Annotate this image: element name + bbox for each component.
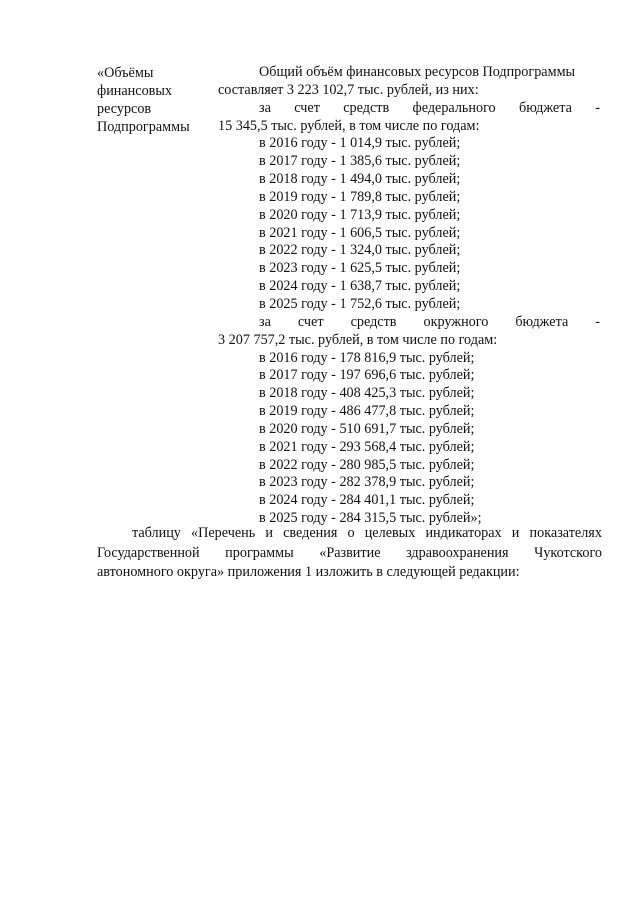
district-year-item: в 2024 году - 284 401,1 тыс. рублей; bbox=[259, 492, 475, 509]
paragraph-line-1 bbox=[97, 524, 602, 544]
resources-label-line: Подпрограммы bbox=[97, 119, 190, 135]
district-year-item: в 2017 году - 197 696,6 тыс. рублей; bbox=[259, 367, 475, 384]
district-year-item: в 2022 году - 280 985,5 тыс. рублей; bbox=[259, 456, 475, 473]
federal-heading-word: - bbox=[595, 99, 600, 116]
federal-heading-word: средств bbox=[343, 99, 390, 116]
paragraph-word: целевых bbox=[364, 525, 416, 541]
resources-label-cell bbox=[97, 64, 209, 136]
district-year-item: в 2018 году - 408 425,3 тыс. рублей; bbox=[259, 385, 475, 402]
paragraph-word: таблицу bbox=[132, 525, 181, 541]
paragraph-line-2 bbox=[97, 544, 602, 564]
federal-year-item: в 2023 году - 1 625,5 тыс. рублей; bbox=[259, 260, 461, 277]
district-heading-word: окружного bbox=[423, 313, 489, 330]
district-heading-word: бюджета bbox=[515, 313, 569, 330]
federal-heading-word: счет bbox=[294, 99, 320, 116]
paragraph-word: о bbox=[347, 525, 355, 541]
total-line-1: Общий объём финансовых ресурсов Подпрограммы bbox=[259, 64, 576, 80]
paragraph-word: сведения bbox=[283, 525, 338, 541]
paragraph-word: индикаторах bbox=[425, 525, 502, 541]
paragraph-line-3: автономного округа» приложения 1 изложить в следующей редакции: bbox=[97, 564, 520, 580]
district-heading bbox=[218, 314, 600, 332]
federal-heading-word: за bbox=[259, 99, 271, 116]
federal-year-item: в 2019 году - 1 789,8 тыс. рублей; bbox=[259, 188, 461, 205]
resources-label-line: «Объёмы bbox=[97, 65, 154, 81]
federal-year-item: в 2021 году - 1 606,5 тыс. рублей; bbox=[259, 224, 461, 241]
federal-year-item: в 2024 году - 1 638,7 тыс. рублей; bbox=[259, 278, 461, 295]
paragraph-word: и bbox=[265, 525, 273, 541]
district-amount: 3 207 757,2 тыс. рублей, в том числе по годам: bbox=[218, 331, 498, 348]
federal-heading-word: бюджета bbox=[519, 99, 572, 116]
paragraph-word: «Развитие bbox=[319, 544, 381, 561]
federal-year-item: в 2016 году - 1 014,9 тыс. рублей; bbox=[259, 135, 461, 152]
district-year-item: в 2016 году - 178 816,9 тыс. рублей; bbox=[259, 349, 475, 366]
federal-year-item: в 2018 году - 1 494,0 тыс. рублей; bbox=[259, 171, 461, 188]
federal-amount: 15 345,5 тыс. рублей, в том числе по годам: bbox=[218, 117, 480, 134]
federal-heading-word: федерального bbox=[412, 99, 496, 116]
resources-label-line: ресурсов bbox=[97, 101, 152, 117]
district-years-list bbox=[218, 350, 600, 528]
resources-value-cell bbox=[218, 64, 600, 528]
federal-heading bbox=[218, 100, 600, 118]
amendment-paragraph bbox=[97, 524, 602, 583]
district-year-item: в 2019 году - 486 477,8 тыс. рублей; bbox=[259, 403, 475, 420]
district-year-item: в 2020 году - 510 691,7 тыс. рублей; bbox=[259, 420, 475, 437]
federal-year-item: в 2022 году - 1 324,0 тыс. рублей; bbox=[259, 242, 461, 259]
federal-years-list bbox=[218, 135, 600, 313]
paragraph-word: «Перечень bbox=[191, 525, 256, 541]
district-heading-word: средств bbox=[350, 313, 397, 330]
paragraph-word: и bbox=[511, 525, 520, 541]
district-year-item: в 2023 году - 282 378,9 тыс. рублей; bbox=[259, 474, 475, 491]
resources-label-line: финансовых bbox=[97, 83, 172, 99]
paragraph-word: здравоохранения bbox=[406, 544, 509, 561]
total-line-2: составляет 3 223 102,7 тыс. рублей, из них: bbox=[218, 81, 479, 98]
federal-year-item: в 2020 году - 1 713,9 тыс. рублей; bbox=[259, 206, 461, 223]
paragraph-word: показателях bbox=[529, 525, 602, 541]
federal-year-item: в 2017 году - 1 385,6 тыс. рублей; bbox=[259, 153, 461, 170]
district-heading-word: за bbox=[259, 313, 271, 330]
federal-year-item: в 2025 году - 1 752,6 тыс. рублей; bbox=[259, 295, 461, 312]
paragraph-word: Государственной bbox=[97, 544, 200, 561]
paragraph-word: программы bbox=[225, 544, 294, 561]
district-heading-word: счет bbox=[297, 313, 324, 330]
paragraph-word: Чукотского bbox=[534, 544, 602, 561]
district-year-item: в 2021 году - 293 568,4 тыс. рублей; bbox=[259, 438, 475, 455]
district-year-item: в 2025 году - 284 315,5 тыс. рублей»; bbox=[259, 510, 482, 527]
district-heading-word: - bbox=[595, 313, 600, 330]
